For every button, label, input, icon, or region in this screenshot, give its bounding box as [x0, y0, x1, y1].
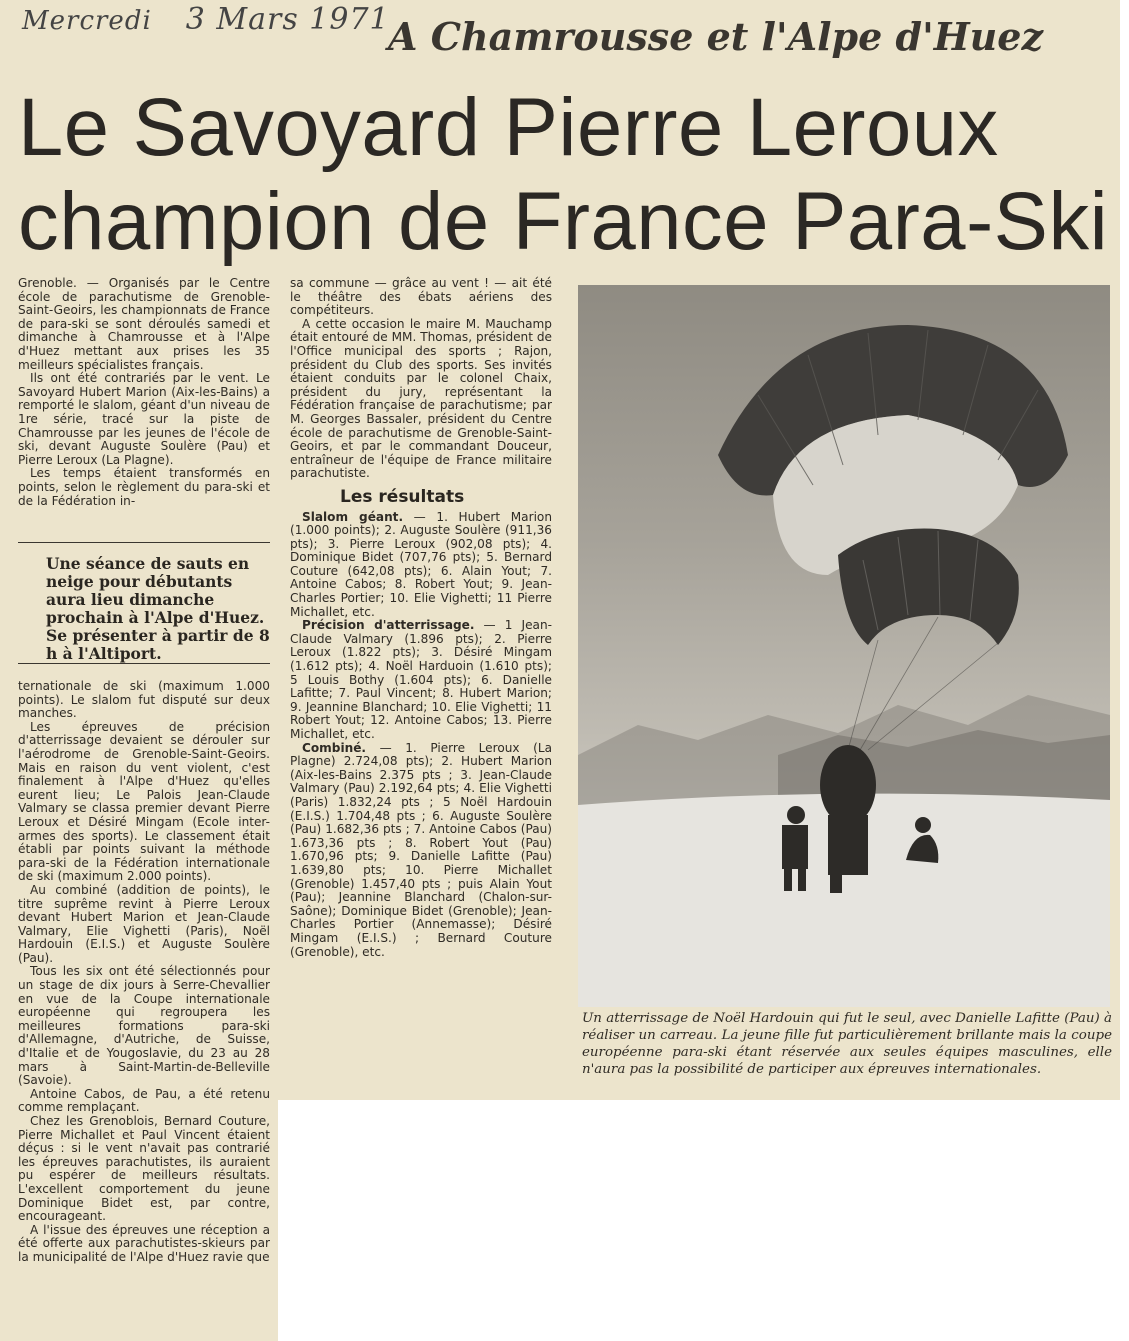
paragraph: Ils ont été contrariés par le vent. Le Savoyard Hubert Marion (Aix-les-Bains) a remporté le slalom, géant d'un niveau de 1re série, tracé sur la piste de Chamrousse par les jeunes de l'école de ski, devant Auguste Soulère (Pau) et Pierre Leroux (La Plagne). — [18, 371, 270, 467]
result-category: Précision d'atterrissage. — [302, 618, 475, 633]
boxed-announcement — [18, 542, 270, 664]
result-item — [290, 742, 552, 960]
paragraph: ternationale de ski (maximum 1.000 points). Le slalom fut disputé sur deux manches. — [18, 679, 270, 721]
result-item — [290, 619, 552, 741]
paragraph: A cette occasion le maire M. Mauchamp était entouré de MM. Thomas, président de l'Office municipal des sports ; Rajon, président du Club des sports. Ses invités étaient conduits par le colonel Chaix, président du jury, représentant la Fédération française de parachutisme; par M. Georges Bassaler, président du Centre école de parachutisme de Grenoble-Saint-Geoirs, et par le commandant Douceur, entraîneur de l'équipe de France militaire parachutiste. — [290, 316, 552, 481]
paragraph: A l'issue des épreuves une réception a été offerte aux parachutistes-skieurs par la municipalité de l'Alpe d'Huez ravie que — [18, 1222, 270, 1264]
headline-line-2: champion de France Para-Ski — [18, 176, 1109, 267]
paragraph: Les temps étaient transformés en points, selon le règlement du para-ski et de la Fédération in- — [18, 466, 270, 508]
paragraph: Chez les Grenoblois, Bernard Couture, Pierre Michallet et Paul Vincent étaient déçus : si le vent n'avait pas contrarié les épreuves parachutistes, ils auraient pu espérer de meilleurs résultats. L'excellent comportement du jeune Dominique Bidet est, par contre, encourageant. — [18, 1114, 270, 1224]
result-text: — 1. Hubert Marion (1.000 points); 2. Auguste Soulère (911,36 pts); 3. Pierre Leroux (902,08 pts); 4. Dominique Bidet (707,76 pts); 5. Bernard Couture (642,08 pts); 6. Alain Yout; 7. Antoine Cabos; 8. Robert Yout; 9. Jean-Charles Portier; 10. Elie Vighetti; 11 Pierre Michallet, etc. — [290, 509, 552, 619]
helper-figure — [787, 806, 805, 824]
paragraph: Tous les six ont été sélectionnés pour un stage de dix jours à Serre-Chevallier en vue de la Coupe internationale européenne qui regroupera les meilleures formations para-ski d'Allemagne, d'Autriche, de Suisse, d'Italie et de Yougoslavie, du 23 au 28 mars à Saint-Martin-de-Belleville (Savoie). — [18, 964, 270, 1088]
seated-figure — [915, 817, 931, 833]
announcement-text: Une séance de sauts en neige pour débutants aura lieu dimanche prochain à l'Alpe d'Huez. Se présenter à partir de 8 h à l'Altiport. — [46, 554, 270, 663]
photo-illustration — [578, 285, 1110, 1007]
article-column-1-bottom — [18, 680, 270, 1265]
result-text: — 1. Pierre Leroux (La Plagne) 2.724,08 pts); 2. Hubert Marion (Aix-les-Bains 2.375 pts ; 3. Jean-Claude Valmary (Pau) 2.192,64 pts; 4. Elie Vighetti (Paris) 1.832,24 pts ; 5 Noël Hardouin (E.I.S.) 1.704,48 pts ; 6. Auguste Soulère (Pau) 1.682,36 pts ; 7. Antoine Cabos (Pau) 1.673,36 pts ; 8. Robert Yout (Pau) 1.670,96 pts; 9. Danielle Lafitte (Pau) 1.639,80 pts; 10. Pierre Michallet (Grenoble) 1.457,40 pts ; puis Alain Yout (Pau); Jeannine Blanchard (Chalon-sur-Saône); Dominique Bidet (Grenoble); Jean-Charles Portier (Annemasse); Désiré Mingam (E.I.S.) ; Bernard Couture (Grenoble), etc. — [290, 740, 552, 959]
result-category: Combiné. — [302, 740, 366, 755]
paragraph: Grenoble. — Organisés par le Centre école de parachutisme de Grenoble-Saint-Geoirs, les championnats de France de para-ski se sont déroulés samedi et dimanche à Chamrousse et à l'Alpe d'Huez mettant aux prises les 35 meilleurs spécialistes français. — [18, 276, 270, 372]
paragraph: Au combiné (addition de points), le titre suprême revint à Pierre Leroux devant Hubert Marion et Jean-Claude Valmary, Elie Vighetti (Paris), Noël Hardouin (E.I.S.) et Auguste Soulère (Pau). — [18, 882, 270, 965]
handwritten-date — [22, 2, 390, 37]
paragraph: Les épreuves de précision d'atterrissage devaient se dérouler sur l'aérodrome de Grenoble-Saint-Geoirs. Mais en raison du vent violent, c'est finalement à l'Alpe d'Huez qu'elles eurent lieu; Le Palois Jean-Claude Valmary se classa premier devant Pierre Leroux et Désiré Mingam (Ecole inter-armes des sports). Le classement était établi par points suivant la méthode para-ski de la Fédération internationale de ski (maximum 2.000 points). — [18, 719, 270, 884]
article-column-2 — [290, 277, 552, 959]
article-column-1-top — [18, 277, 270, 508]
reserve-canopy — [838, 529, 1019, 645]
result-item — [290, 511, 552, 620]
headline-line-1: Le Savoyard Pierre Leroux — [18, 82, 999, 173]
results-list — [290, 511, 552, 960]
results-heading: Les résultats — [340, 486, 465, 507]
parachutist — [820, 745, 876, 825]
paragraph: sa commune — grâce au vent ! — ait été le théâtre des ébats aériens des compétiteurs. — [290, 276, 552, 318]
paragraph: Antoine Cabos, de Pau, a été retenu comme remplaçant. — [18, 1086, 270, 1115]
kicker-heading: A Chamrousse et l'Alpe d'Huez — [388, 14, 1044, 59]
result-category: Slalom géant. — [302, 509, 404, 524]
photo-caption: Un atterrissage de Noël Hardouin qui fut le seul, avec Danielle Lafitte (Pau) à réaliser un carreau. La jeune fille fut particulièrement brillante mais la coupe européenne para-ski étant réservée aux seules équipes masculines, elle n'aura pas la possibilité de participer aux épreuves internationales. — [582, 1011, 1112, 1077]
handwritten-day: Mercredi — [22, 6, 152, 36]
parachute-landing-photo — [578, 285, 1110, 1007]
handwritten-date-value: 3 Mars 1971 — [185, 2, 390, 37]
result-text: — 1 Jean-Claude Valmary (1.896 pts); 2. Pierre Leroux (1.822 pts); 3. Désiré Mingam (1.612 pts); 4. Noël Harduoin (1.610 pts); 5 Louis Bothy (1.604 pts); 6. Danielle Lafitte; 7. Paul Vincent; 8. Hubert Marion; 9. Jeannine Blanchard; 10. Elie Vighetti; 11 Robert Yout; 12. Antoine Cabos; 13. Pierre Michallet, etc. — [290, 618, 552, 741]
